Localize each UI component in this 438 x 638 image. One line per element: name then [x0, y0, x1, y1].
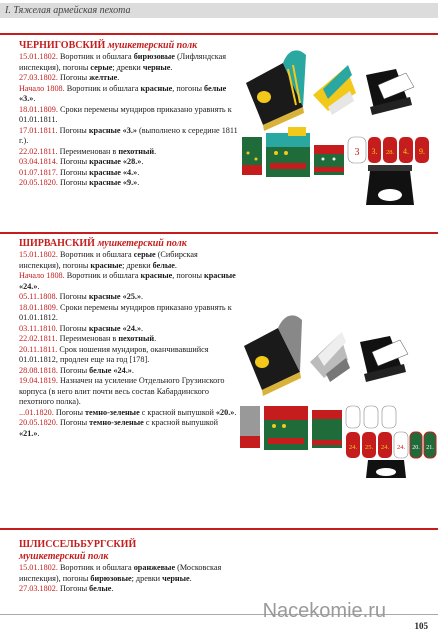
entry-text: Переименован в пехотный. — [57, 146, 157, 156]
entry-text: Погоны красные «3.» (выполнено к середине 1811 г.). — [19, 125, 238, 145]
entry-text: Погоны желтые. — [57, 73, 120, 82]
entry-date: 22.02.1811. — [19, 146, 58, 156]
entry-date: 22.02.1811. — [19, 334, 58, 343]
regiment-title: ЧЕРНИГОВСКИЙ мушкетерский полк — [19, 40, 198, 51]
entry-text: Назначен на усиление Отдельного Грузинского корпуса (в него влит почти весь состав Кабардинского пехотного полка). — [19, 376, 225, 406]
plume-illustration — [313, 65, 356, 115]
shoulder-strap-21 — [424, 432, 436, 458]
page-header — [0, 0, 438, 20]
shoulder-strap-28 — [383, 137, 397, 163]
entry-text: Погоны красные «24.». — [57, 323, 144, 333]
entry-date: 03.11.1810. — [19, 323, 58, 333]
svg-text:25.: 25. — [364, 444, 374, 451]
chronology-entry — [19, 366, 239, 377]
chronology-entry — [19, 73, 239, 84]
chronology-entry — [19, 324, 239, 335]
entry-text: Воротник и обшлага серые (Сибирская инспекция), погоны красные; древки белые. — [19, 250, 198, 270]
svg-text:21.: 21. — [426, 445, 434, 451]
collar-illustration — [242, 137, 262, 175]
entry-text: Погоны красные «25.». — [57, 292, 144, 301]
entry-date: 15.01.1802. — [19, 563, 58, 572]
chronology-entry — [19, 408, 239, 419]
entry-date: 03.04.1814. — [19, 157, 58, 166]
section-title: I. Тяжелая армейская пехота — [5, 5, 131, 16]
shoulder-strap-9 — [415, 137, 429, 163]
entry-text: Погоны красные «28.». — [57, 157, 144, 166]
divider-red — [0, 528, 438, 530]
entry-date: 05.11.1808. — [19, 292, 58, 301]
chronology-entry — [19, 168, 239, 179]
svg-text:28.: 28. — [385, 149, 395, 156]
svg-text:3: 3 — [354, 147, 360, 158]
regiment-shlisselburg — [19, 539, 239, 595]
entry-date: 27.03.1802. — [19, 584, 58, 593]
entry-date: 28.08.1818. — [19, 365, 58, 375]
regiment-title: ШЛИССЕЛЬБУРГСКИЙ мушкетерский полк — [19, 539, 137, 562]
chronology-entry — [19, 52, 239, 73]
svg-text:9.: 9. — [419, 147, 425, 156]
entry-text: Воротник и обшлага красные, погоны белые «3.». — [19, 83, 227, 103]
entry-date: 15.01.1802. — [19, 52, 58, 61]
svg-text:24.: 24. — [396, 444, 406, 451]
entry-text: Воротник и обшлага красные, погоны красные «24.». — [19, 271, 236, 291]
jacket-illustration — [312, 410, 342, 448]
svg-text:3.: 3. — [371, 147, 378, 156]
chronology-entry — [19, 334, 239, 345]
chronology-entry — [19, 345, 239, 366]
regiment-title: ШИРВАНСКИЙ мушкетерский полк — [19, 238, 187, 249]
svg-text:24.: 24. — [348, 444, 358, 451]
uniform-illustrations-2 — [228, 310, 438, 480]
entry-text: Погоны красные «4.». — [57, 167, 140, 177]
entry-list — [19, 563, 239, 595]
chronology-entry — [19, 584, 239, 595]
entry-date: Начало 1808. — [19, 271, 65, 280]
chronology-entry — [19, 178, 239, 189]
entry-date: 20.11.1811. — [19, 344, 58, 354]
entry-list — [19, 52, 239, 189]
entry-date: 18.01.1809. — [19, 302, 58, 312]
page-number: 105 — [414, 621, 428, 631]
shoulder-strap-white — [382, 406, 396, 428]
chronology-entry — [19, 563, 239, 584]
watermark: Nacekomie.ru — [262, 600, 386, 622]
entry-date: Начало 1808. — [19, 83, 65, 93]
chronology-entry — [19, 250, 239, 271]
chronology-entry — [19, 157, 239, 168]
entry-date: ...01.1820. — [19, 407, 54, 417]
collar-illustration — [240, 406, 260, 448]
entry-text: Сроки перемены мундиров приказано уравнять к 01.01.1811. — [19, 104, 232, 124]
entry-date: 20.05.1820. — [19, 418, 58, 427]
entry-list — [19, 250, 239, 439]
entry-date: 19.04.1819. — [19, 376, 58, 385]
entry-text: Сроки перемены мундиров приказано уравнять к 01.01.1812. — [19, 302, 232, 322]
jacket-illustration — [314, 145, 344, 175]
shoulder-strap-25 — [362, 432, 376, 458]
shoulder-strap-3 — [348, 137, 366, 163]
shoulder-strap-white — [346, 406, 360, 428]
plume-illustration — [310, 332, 350, 382]
jacket-illustration — [266, 127, 310, 177]
shako-illustration — [360, 336, 408, 382]
entry-date: 15.01.1802. — [19, 250, 58, 259]
jacket-illustration — [264, 406, 308, 450]
entry-date: 17.01.1811. — [19, 125, 58, 135]
shoulder-strap-24 — [378, 432, 392, 458]
shoulder-strap-4 — [399, 137, 413, 163]
shoulder-strap-3dot — [368, 137, 381, 163]
entry-text: Воротник и обшлага оранжевые (Московская инспекция), погоны бирюзовые; древки черные. — [19, 563, 222, 583]
entry-text: Срок ношения мундиров, оканчивавшийся 01.01.1812, продлен еще на год [178]. — [19, 344, 209, 364]
shoulder-strap-white — [364, 406, 378, 428]
chronology-entry — [19, 303, 239, 324]
entry-text: Воротник и обшлага бирюзовые (Лифляндская инспекция), погоны серые; древки черные. — [19, 52, 227, 72]
uniform-illustrations-1 — [228, 45, 438, 210]
entry-date: 27.03.1802. — [19, 73, 58, 82]
cartridge-pouch-illustration — [366, 165, 414, 205]
entry-text: Погоны темно-зеленые с красной выпушкой «21.». — [19, 418, 218, 438]
divider-red — [0, 232, 438, 234]
entry-date: 01.07.1817. — [19, 167, 58, 177]
regiment-chernigov — [19, 40, 239, 189]
regiment-shirvan — [19, 238, 239, 439]
svg-text:24.: 24. — [380, 444, 390, 451]
cartridge-pouch-illustration — [366, 460, 406, 478]
shako-illustration — [246, 50, 306, 131]
chronology-entry — [19, 105, 239, 126]
chronology-entry — [19, 418, 239, 439]
entry-date: 20.05.1820. — [19, 178, 58, 187]
shoulder-strap-24-white — [394, 432, 408, 458]
entry-text: Переименован в пехотный. — [57, 334, 157, 343]
entry-date: 18.01.1809. — [19, 104, 58, 114]
entry-text: Погоны красные «9.». — [57, 178, 140, 187]
shoulder-strap-20 — [410, 432, 422, 458]
svg-text:4.: 4. — [403, 147, 409, 156]
entry-text: Погоны белые. — [57, 584, 114, 593]
chronology-entry — [19, 292, 239, 303]
shako-illustration — [366, 69, 414, 115]
shoulder-strap-24 — [346, 432, 360, 458]
svg-text:20.: 20. — [412, 445, 420, 451]
shako-illustration — [244, 315, 302, 396]
chronology-entry — [19, 126, 239, 147]
entry-text: Погоны белые «24.». — [57, 365, 134, 375]
entry-text: Погоны темно-зеленые с красной выпушкой «20.». — [53, 407, 237, 417]
chronology-entry — [19, 147, 239, 158]
chronology-entry — [19, 376, 239, 408]
chronology-entry — [19, 271, 239, 292]
divider-red — [0, 33, 438, 35]
chronology-entry — [19, 84, 239, 105]
